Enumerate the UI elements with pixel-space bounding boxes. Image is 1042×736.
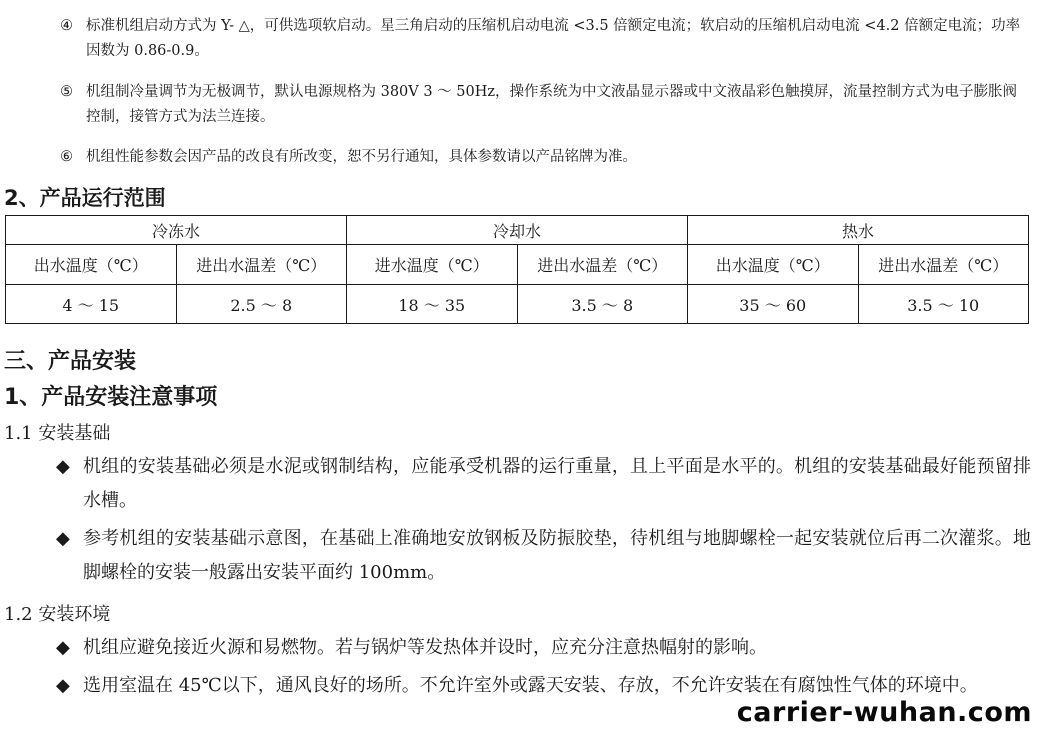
value-cell: 3.5 ～ 10 xyxy=(858,285,1029,324)
value-cell: 3.5 ～ 8 xyxy=(517,285,688,324)
bullet-text: 参考机组的安装基础示意图，在基础上准确地安放钢板及防振胶垫，待机组与地脚螺栓一起安装就位后再二次灌浆。地脚螺栓的安装一般露出安装平面约 100mm。 xyxy=(83,528,1031,583)
bullet-text: 机组的安装基础必须是水泥或钢制结构，应能承受机器的运行重量，且上平面是水平的。机组的安装基础最好能预留排水槽。 xyxy=(83,456,1031,511)
subsection-environment: 1.2 安装环境 xyxy=(4,604,111,625)
note-text: 机组性能参数会因产品的改良有所改变，恕不另行通知，具体参数请以产品铭牌为准。 xyxy=(86,149,637,165)
note-5 xyxy=(60,80,1030,130)
value-cell: 4 ～ 15 xyxy=(6,285,177,324)
note-text: 标准机组启动方式为 Y- △，可供选项软启动。星三角启动的压缩机启动电流 <3.5 倍额定电流；软启动的压缩机启动电流 <4.2 倍额定电流；功率因数为 0.86-0.9。 xyxy=(86,18,1021,59)
header-cell: 进水温度（℃） xyxy=(347,245,518,285)
note-4 xyxy=(60,14,1030,64)
value-cell: 35 ～ 60 xyxy=(688,285,859,324)
diamond-bullet-icon: ◆ xyxy=(56,637,70,658)
watermark: carrier-wuhan.com xyxy=(736,697,1032,728)
table-value-row xyxy=(6,285,1029,324)
note-text: 机组制冷量调节为无极调节，默认电源规格为 380V 3 ～ 50Hz，操作系统为中文液晶显示器或中文液晶彩色触摸屏，流量控制方式为电子膨胀阀控制，接管方式为法兰连接。 xyxy=(86,84,1018,125)
note-number: ④ xyxy=(60,18,73,34)
diamond-bullet-icon: ◆ xyxy=(56,675,70,696)
header-cell: 出水温度（℃） xyxy=(6,245,177,285)
value-cell: 2.5 ～ 8 xyxy=(176,285,347,324)
bullet-item xyxy=(56,631,1031,665)
header-cell: 出水温度（℃） xyxy=(688,245,859,285)
note-number: ⑥ xyxy=(60,149,73,165)
header-cell: 进出水温差（℃） xyxy=(858,245,1029,285)
section-title-installation: 三、产品安装 xyxy=(4,349,137,374)
bullet-item xyxy=(56,450,1031,518)
bullet-text: 机组应避免接近火源和易燃物。若与锅炉等发热体并设时，应充分注意热幅射的影响。 xyxy=(83,637,767,658)
header-cell: 进出水温差（℃） xyxy=(176,245,347,285)
diamond-bullet-icon: ◆ xyxy=(56,456,70,477)
section-title-operating-range: 2、产品运行范围 xyxy=(4,186,166,210)
group-cooling-water: 冷却水 xyxy=(347,216,688,245)
group-hot-water: 热水 xyxy=(688,216,1029,245)
value-cell: 18 ～ 35 xyxy=(347,285,518,324)
bullet-item xyxy=(56,522,1031,590)
note-6 xyxy=(60,145,1030,170)
group-chilled-water: 冷冻水 xyxy=(6,216,347,245)
operating-range-table xyxy=(5,215,1029,324)
header-cell: 进出水温差（℃） xyxy=(517,245,688,285)
bullet-text: 选用室温在 45℃以下，通风良好的场所。不允许室外或露天安装、存放，不允许安装在有腐蚀性气体的环境中。 xyxy=(83,675,978,696)
table-header-row xyxy=(6,245,1029,285)
diamond-bullet-icon: ◆ xyxy=(56,528,70,549)
table-group-row xyxy=(6,216,1029,245)
section-title-installation-notes: 1、产品安装注意事项 xyxy=(4,385,218,410)
note-number: ⑤ xyxy=(60,84,73,100)
subsection-foundation: 1.1 安装基础 xyxy=(4,423,111,444)
